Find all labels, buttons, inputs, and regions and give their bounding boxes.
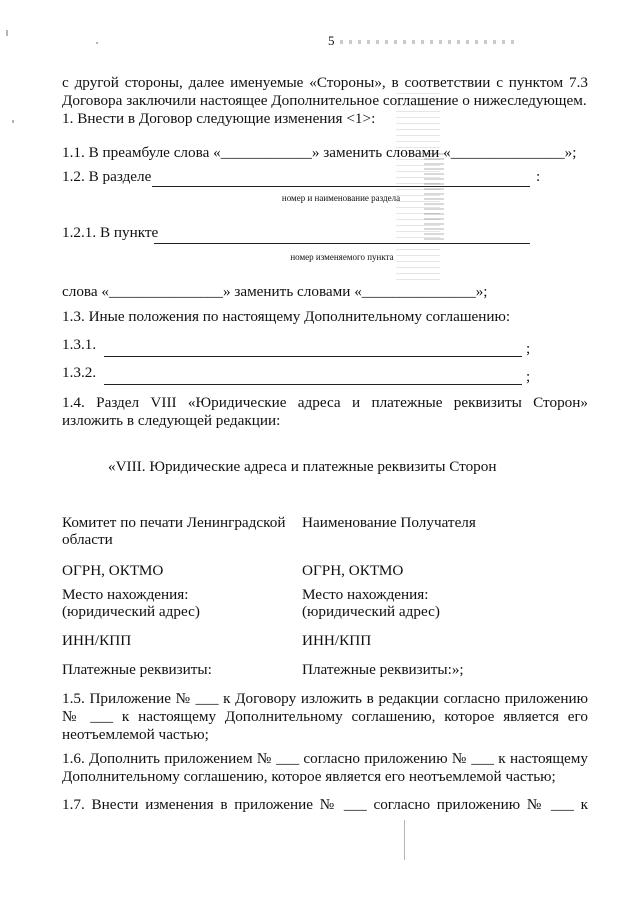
item-1-2-blank-line [152, 186, 530, 187]
right-location-line-1: Место нахождения: [302, 586, 429, 603]
item-1-3-2-blank-line [104, 384, 522, 385]
item-1-2-1-middle: » заменить словами « [222, 283, 362, 300]
left-inn: ИНН/КПП [62, 632, 132, 649]
item-1-1-prefix: 1.1. В преамбуле слова « [62, 144, 221, 161]
item-1-3-1-label: 1.3.1. [62, 336, 97, 353]
item-1-3: 1.3. Иные положения по настоящему Дополнительному соглашению: [62, 308, 511, 325]
scan-speck [404, 820, 405, 860]
left-ogrn: ОГРН, ОКТМО [62, 562, 164, 579]
item-1-1-blank-2: _______________ [450, 144, 565, 161]
item-1-2-1-blank-1: _______________ [109, 283, 223, 300]
page-number: 5 [328, 33, 335, 48]
item-1-1-middle: » заменить словами « [311, 144, 451, 161]
left-location-line-2: (юридический адрес) [62, 603, 200, 620]
left-location-line-1: Место нахождения: [62, 586, 189, 603]
item-1-7: 1.7. Внести изменения в приложение № ___ согласно приложению № ___ к [62, 796, 588, 813]
item-1-2-1-blank-2: _______________ [361, 283, 476, 300]
scan-noise-top [340, 40, 520, 44]
item-1-6: 1.6. Дополнить приложением № ___ согласно приложению № ___ к настоящему Дополнительному соглашению, которое является его неотъемлемой частью; [62, 750, 588, 785]
item-1-2-1-caption: номер изменяемого пункта [290, 252, 394, 262]
item-1-3-1-blank-line [104, 356, 522, 357]
item-1-2-caption: номер и наименование раздела [281, 193, 401, 203]
item-1-2-1-blank-line [154, 243, 530, 244]
left-payment: Платежные реквизиты: [62, 661, 212, 678]
scan-speck [12, 120, 14, 123]
left-party-name-line-1: Комитет по печати Ленинградской [62, 514, 286, 531]
item-1-2-1-suffix: »; [475, 283, 488, 300]
section-heading: «VIII. Юридические адреса и платежные реквизиты Сторон [108, 458, 497, 475]
item-1-4: 1.4. Раздел VIII «Юридические адреса и платежные реквизиты Сторон» изложить в следующей редакции: [62, 394, 588, 429]
item-1-1 [62, 144, 576, 162]
right-ogrn: ОГРН, ОКТМО [302, 562, 404, 579]
item-1-3-2-label: 1.3.2. [62, 364, 97, 381]
right-payment: Платежные реквизиты:»; [302, 661, 464, 678]
item-1-3-2-end: ; [526, 368, 531, 385]
item-1-5: 1.5. Приложение № ___ к Договору изложить в редакции согласно приложению № ___ к настоящему Дополнительному соглашению, которое является его неотъемлемой частью; [62, 690, 588, 743]
right-inn: ИНН/КПП [302, 632, 372, 649]
item-1-2-1-words-prefix: слова « [62, 283, 110, 300]
item-1-2-1-words [62, 283, 488, 301]
item-1-2-label: 1.2. В разделе [62, 168, 152, 185]
item-1-2-1-label: 1.2.1. В пункте [62, 224, 159, 241]
right-location-line-2: (юридический адрес) [302, 603, 440, 620]
scan-speck [6, 30, 8, 36]
right-party-name: Наименование Получателя [302, 514, 476, 531]
intro-paragraph: с другой стороны, далее именуемые «Стороны», в соответствии с пунктом 7.3 Договора заключили настоящее Дополнительное соглашение о нижеследующем. [62, 74, 588, 109]
item-1-1-suffix: »; [564, 144, 577, 161]
item-1: 1. Внести в Договор следующие изменения <1>: [62, 110, 376, 127]
item-1-2-end: : [536, 168, 541, 185]
item-1-3-1-end: ; [526, 340, 531, 357]
item-1-1-blank-1: ____________ [220, 144, 312, 161]
left-party-name-line-2: области [62, 531, 113, 548]
scan-speck [96, 42, 98, 44]
